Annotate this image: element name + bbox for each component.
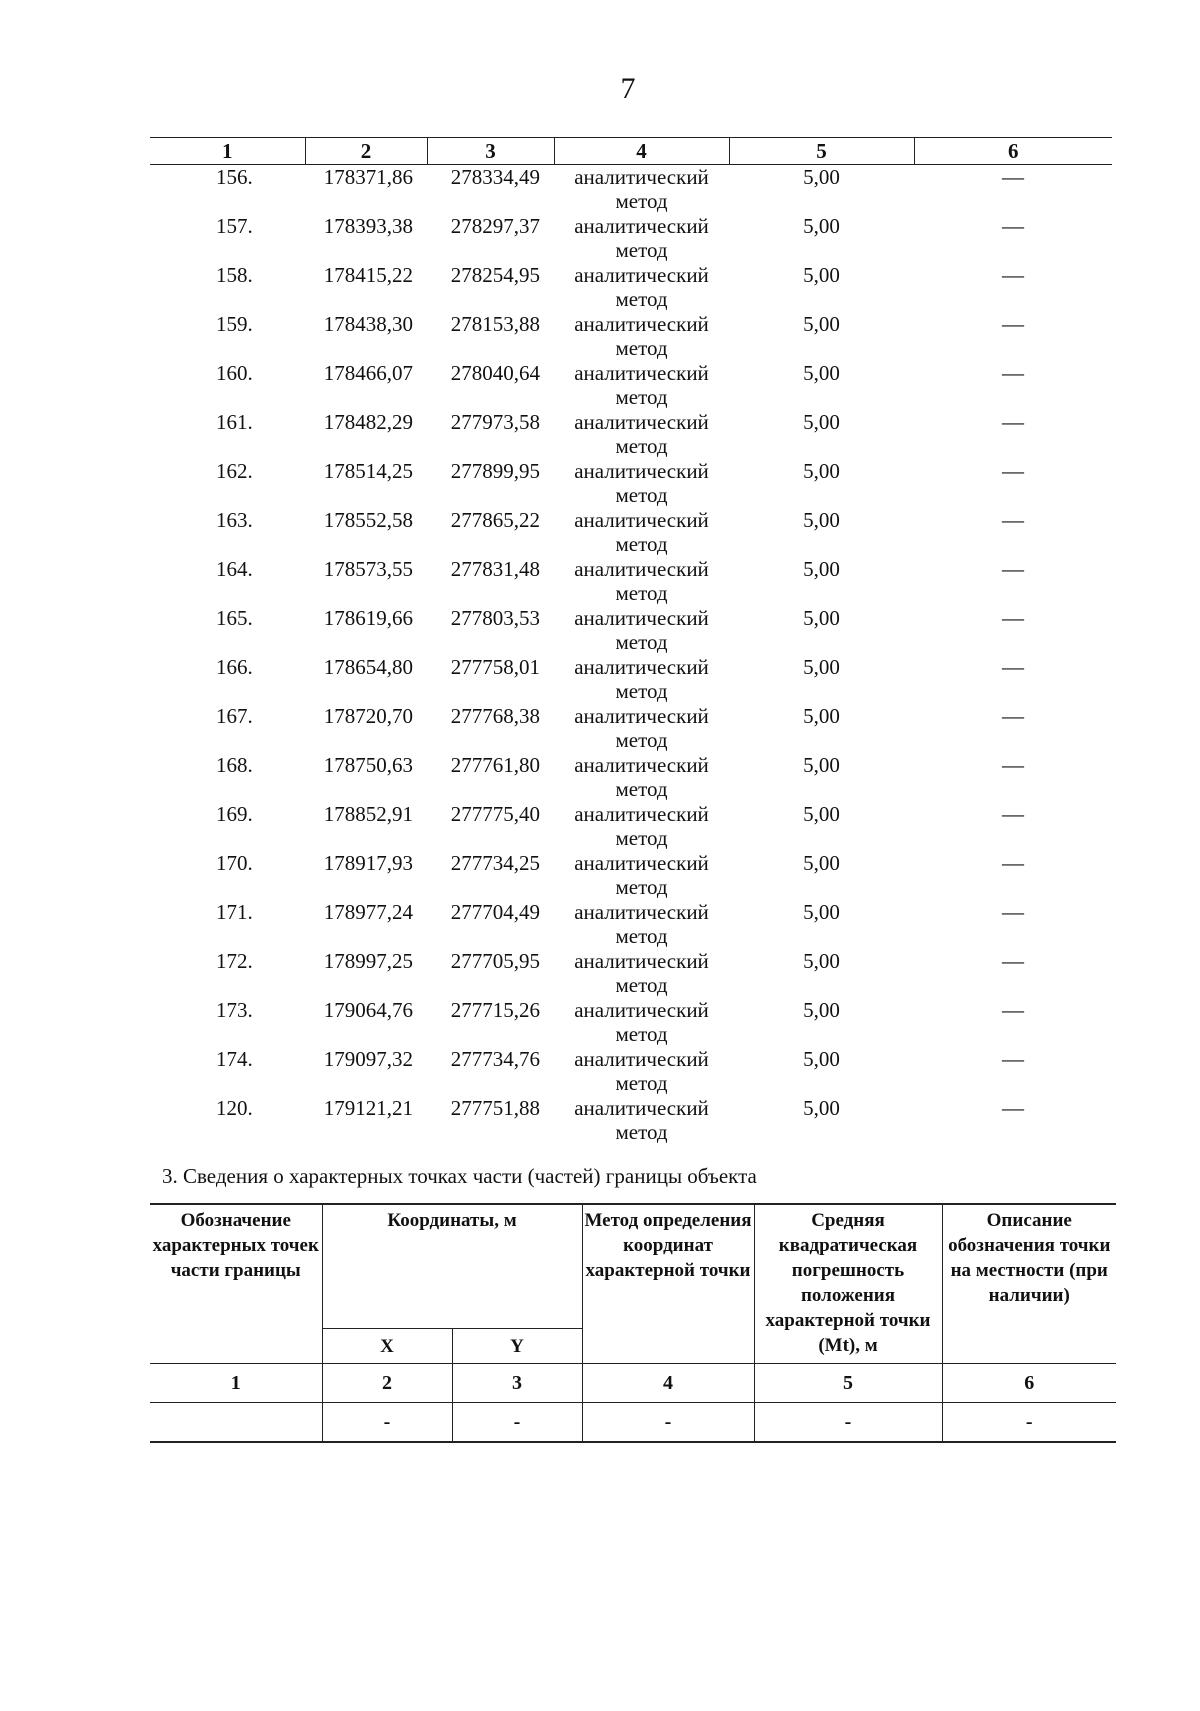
method (554, 508, 729, 557)
table-row (150, 361, 1112, 410)
description: — (1002, 213, 1024, 238)
header-row (150, 138, 1112, 165)
method-line: аналитический (574, 557, 709, 581)
table-row (150, 753, 1112, 802)
method-line: аналитический (574, 704, 709, 728)
table-row (150, 704, 1112, 753)
point-number: 174. (216, 1047, 253, 1071)
coord-x: 178438,30 (323, 312, 413, 336)
header-cell: 2 (305, 138, 427, 165)
header-cell: 5 (729, 138, 914, 165)
coordinates-table (150, 137, 1112, 1145)
coord-x: 178371,86 (323, 165, 413, 189)
table-row (150, 1096, 1112, 1145)
empty-cell: - (452, 1403, 582, 1443)
coord-y: 277715,26 (450, 998, 540, 1022)
section-title: 3. Сведения о характерных точках части (частей) границы объекта (162, 1164, 757, 1188)
method-line: метод (615, 483, 668, 507)
method-line: метод (615, 385, 668, 409)
method-line: метод (615, 581, 668, 605)
method-line: аналитический (574, 410, 709, 434)
header-cell: 6 (914, 138, 1112, 165)
point-number: 162. (216, 459, 253, 483)
description: — (1002, 899, 1024, 924)
header-mean-error: Средняя квадратическая погрешность положения характерной точки (Mt), м (754, 1204, 942, 1364)
method (554, 263, 729, 312)
method-line: аналитический (574, 998, 709, 1022)
table-row (150, 851, 1112, 900)
coord-x: 178619,66 (323, 606, 413, 630)
coord-x: 179064,76 (323, 998, 413, 1022)
method-line: метод (615, 728, 668, 752)
coord-x: 179097,32 (323, 1047, 413, 1071)
point-number: 165. (216, 606, 253, 630)
point-number: 158. (216, 263, 253, 287)
method (554, 361, 729, 410)
coord-y: 277768,38 (450, 704, 540, 728)
coord-y: 277734,76 (450, 1047, 540, 1071)
method-line: метод (615, 875, 668, 899)
description: — (1002, 605, 1024, 630)
table-row (150, 557, 1112, 606)
description: — (1002, 556, 1024, 581)
coord-y: 277761,80 (450, 753, 540, 777)
method (554, 606, 729, 655)
method-line: аналитический (574, 802, 709, 826)
coord-x: 178415,22 (323, 263, 413, 287)
description: — (1002, 360, 1024, 385)
coord-y: 278254,95 (450, 263, 540, 287)
header-description: Описание обозначения точки на местности (при наличии) (942, 1204, 1116, 1364)
point-number: 120. (216, 1096, 253, 1120)
description: — (1002, 262, 1024, 287)
method-line: метод (615, 238, 668, 262)
point-number: 160. (216, 361, 253, 385)
table-row (150, 508, 1112, 557)
header-point-designation: Обозначение характерных точек части границы (150, 1204, 322, 1364)
table-row (150, 1047, 1112, 1096)
coord-x: 178466,07 (323, 361, 413, 385)
method-line: аналитический (574, 655, 709, 679)
point-number: 170. (216, 851, 253, 875)
coord-x: 179121,21 (323, 1096, 413, 1120)
point-number: 173. (216, 998, 253, 1022)
method-line: аналитический (574, 214, 709, 238)
method-line: аналитический (574, 606, 709, 630)
index-cell: 1 (150, 1364, 322, 1403)
point-number: 169. (216, 802, 253, 826)
mean-error: 5,00 (803, 1096, 840, 1120)
method (554, 655, 729, 704)
method-line: аналитический (574, 459, 709, 483)
coord-x: 178977,24 (323, 900, 413, 924)
coord-x: 178514,25 (323, 459, 413, 483)
coord-x: 178552,58 (323, 508, 413, 532)
description: — (1002, 752, 1024, 777)
empty-cell: - (942, 1403, 1116, 1443)
point-number: 159. (216, 312, 253, 336)
header-coordinates: Координаты, м (322, 1204, 582, 1329)
method (554, 1047, 729, 1096)
header-x: X (322, 1329, 452, 1364)
coord-y: 277803,53 (450, 606, 540, 630)
method (554, 459, 729, 508)
index-cell: 6 (942, 1364, 1116, 1403)
mean-error: 5,00 (803, 214, 840, 238)
description: — (1002, 654, 1024, 679)
table-row (150, 900, 1112, 949)
coord-y: 277865,22 (450, 508, 540, 532)
mean-error: 5,00 (803, 998, 840, 1022)
method-line: метод (615, 826, 668, 850)
index-cell: 3 (452, 1364, 582, 1403)
method (554, 312, 729, 361)
coord-x: 178482,29 (323, 410, 413, 434)
method (554, 1096, 729, 1145)
coord-y: 278153,88 (450, 312, 540, 336)
method-line: аналитический (574, 312, 709, 336)
mean-error: 5,00 (803, 655, 840, 679)
method (554, 900, 729, 949)
method (554, 802, 729, 851)
coord-y: 278334,49 (450, 165, 540, 189)
coord-x: 178573,55 (323, 557, 413, 581)
method-line: метод (615, 777, 668, 801)
table-row (150, 998, 1112, 1047)
header-row (150, 1204, 1116, 1329)
description: — (1002, 164, 1024, 189)
mean-error: 5,00 (803, 361, 840, 385)
mean-error: 5,00 (803, 1047, 840, 1071)
point-number: 161. (216, 410, 253, 434)
coord-y: 277775,40 (450, 802, 540, 826)
point-number: 157. (216, 214, 253, 238)
empty-cell: - (322, 1403, 452, 1443)
mean-error: 5,00 (803, 165, 840, 189)
part-boundary-table (150, 1203, 1116, 1443)
method-line: аналитический (574, 949, 709, 973)
point-number: 172. (216, 949, 253, 973)
method-line: аналитический (574, 753, 709, 777)
description: — (1002, 507, 1024, 532)
index-cell: 4 (582, 1364, 754, 1403)
header-cell: 4 (554, 138, 729, 165)
point-number: 164. (216, 557, 253, 581)
coord-y: 277751,88 (450, 1096, 540, 1120)
empty-cell (150, 1403, 322, 1443)
table-row (150, 606, 1112, 655)
method (554, 165, 729, 215)
page-number: 7 (620, 72, 636, 105)
method (554, 704, 729, 753)
description: — (1002, 458, 1024, 483)
coord-y: 277758,01 (450, 655, 540, 679)
description: — (1002, 703, 1024, 728)
method-line: метод (615, 1120, 668, 1144)
mean-error: 5,00 (803, 851, 840, 875)
coord-x: 178654,80 (323, 655, 413, 679)
point-number: 156. (216, 165, 253, 189)
mean-error: 5,00 (803, 263, 840, 287)
method-line: метод (615, 287, 668, 311)
coord-y: 277704,49 (450, 900, 540, 924)
method-line: метод (615, 924, 668, 948)
header-cell: 1 (150, 138, 305, 165)
coord-y: 277831,48 (450, 557, 540, 581)
table-row (150, 165, 1112, 215)
method (554, 753, 729, 802)
method (554, 998, 729, 1047)
method-line: аналитический (574, 1047, 709, 1071)
description: — (1002, 997, 1024, 1022)
method-line: аналитический (574, 508, 709, 532)
mean-error: 5,00 (803, 312, 840, 336)
method-line: аналитический (574, 165, 709, 189)
empty-cell: - (582, 1403, 754, 1443)
method (554, 949, 729, 998)
coord-y: 278297,37 (450, 214, 540, 238)
method-line: аналитический (574, 1096, 709, 1120)
description: — (1002, 409, 1024, 434)
table-row (150, 949, 1112, 998)
point-number: 168. (216, 753, 253, 777)
header-cell: 3 (427, 138, 554, 165)
coord-y: 277973,58 (450, 410, 540, 434)
table-row (150, 459, 1112, 508)
method-line: аналитический (574, 361, 709, 385)
index-cell: 5 (754, 1364, 942, 1403)
index-row (150, 1364, 1116, 1403)
mean-error: 5,00 (803, 557, 840, 581)
table-row (150, 410, 1112, 459)
point-number: 167. (216, 704, 253, 728)
method-line: метод (615, 434, 668, 458)
point-number: 166. (216, 655, 253, 679)
table-row (150, 312, 1112, 361)
description: — (1002, 801, 1024, 826)
mean-error: 5,00 (803, 606, 840, 630)
coord-y: 277734,25 (450, 851, 540, 875)
mean-error: 5,00 (803, 802, 840, 826)
empty-cell: - (754, 1403, 942, 1443)
method-line: аналитический (574, 851, 709, 875)
table-row (150, 802, 1112, 851)
method-line: метод (615, 336, 668, 360)
mean-error: 5,00 (803, 459, 840, 483)
table-row (150, 263, 1112, 312)
description: — (1002, 1046, 1024, 1071)
method-line: метод (615, 532, 668, 556)
method-line: метод (615, 189, 668, 213)
table-row (150, 655, 1112, 704)
mean-error: 5,00 (803, 753, 840, 777)
table-row (150, 214, 1112, 263)
method-line: метод (615, 679, 668, 703)
description: — (1002, 948, 1024, 973)
method (554, 214, 729, 263)
method (554, 557, 729, 606)
mean-error: 5,00 (803, 949, 840, 973)
header-y: Y (452, 1329, 582, 1364)
header-method: Метод определения координат характерной точки (582, 1204, 754, 1364)
mean-error: 5,00 (803, 508, 840, 532)
description: — (1002, 1095, 1024, 1120)
coord-x: 178997,25 (323, 949, 413, 973)
coord-x: 178917,93 (323, 851, 413, 875)
method-line: метод (615, 630, 668, 654)
method-line: метод (615, 1022, 668, 1046)
coord-x: 178852,91 (323, 802, 413, 826)
mean-error: 5,00 (803, 900, 840, 924)
empty-row (150, 1403, 1116, 1443)
coord-x: 178750,63 (323, 753, 413, 777)
method-line: аналитический (574, 263, 709, 287)
method-line: метод (615, 1071, 668, 1095)
method (554, 851, 729, 900)
coord-x: 178393,38 (323, 214, 413, 238)
method-line: аналитический (574, 900, 709, 924)
point-number: 163. (216, 508, 253, 532)
mean-error: 5,00 (803, 704, 840, 728)
method (554, 410, 729, 459)
point-number: 171. (216, 900, 253, 924)
coord-y: 277705,95 (450, 949, 540, 973)
index-cell: 2 (322, 1364, 452, 1403)
description: — (1002, 850, 1024, 875)
coord-x: 178720,70 (323, 704, 413, 728)
coord-y: 278040,64 (450, 361, 540, 385)
description: — (1002, 311, 1024, 336)
method-line: метод (615, 973, 668, 997)
mean-error: 5,00 (803, 410, 840, 434)
coord-y: 277899,95 (450, 459, 540, 483)
